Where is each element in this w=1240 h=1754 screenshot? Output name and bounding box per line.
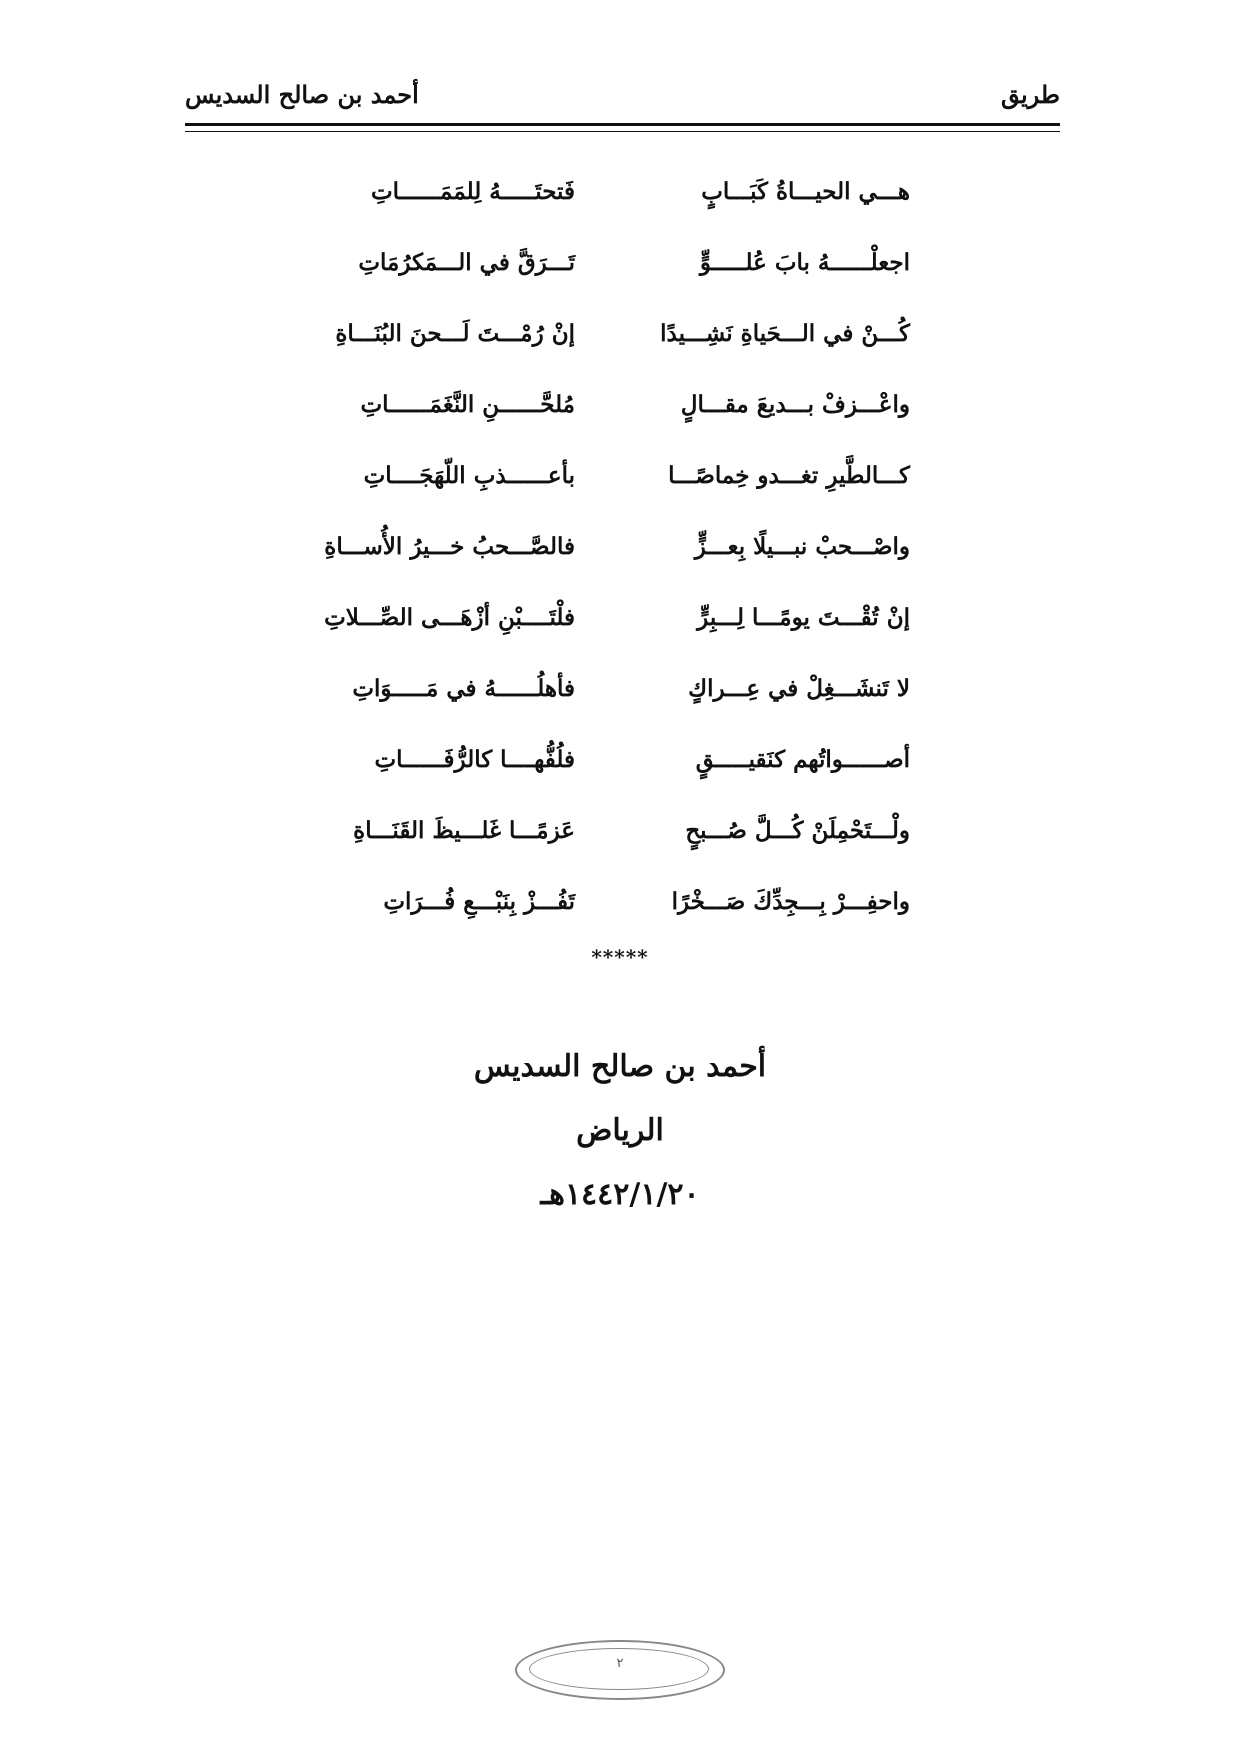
verse-first-hemistich: اجعلْــــــهُ بابَ عُلـــــوٍّ (699, 249, 910, 276)
verse-first-hemistich: كُـــنْ في الـــحَياةِ نَشِـــيدًا (660, 320, 910, 347)
verse-first-hemistich: لا تَنشَـــغِلْ في عِـــراكٍ (688, 675, 910, 702)
verse-second-hemistich: تَـــرَقَّ في الـــمَكرُمَاتِ (358, 249, 575, 276)
verse-first-hemistich: ولْـــتَحْمِلَنْ كُـــلَّ صُـــبحٍ (685, 817, 910, 844)
poem-verse (324, 525, 910, 596)
header-title: طريق (1000, 80, 1060, 109)
verse-second-hemistich: فأهلُــــــهُ في مَـــــوَاتِ (352, 675, 575, 702)
poem-verse (324, 596, 910, 667)
verse-first-hemistich: إنْ تُقْـــتَ يومًـــا لِـــبِرٍّ (697, 604, 910, 631)
page-header (185, 70, 1060, 118)
verse-second-hemistich: عَزمًـــا غَلـــيظَ القَنَـــاةِ (353, 817, 575, 844)
signature-date: ١٤٤٢/١/٢٠هـ (540, 1177, 700, 1212)
poem-verse (330, 880, 910, 951)
header-rule-thick (185, 123, 1060, 126)
verse-second-hemistich: فَتحتَـــــهُ لِلمَمَــــــاتِ (370, 178, 575, 205)
poem (324, 170, 910, 951)
header-author: أحمد بن صالح السديس (185, 80, 419, 109)
poem-verse (330, 738, 910, 809)
poem-verse (330, 312, 910, 383)
verse-second-hemistich: فلْتَــــبْنِ أزْهَـــى الصِّـــلاتِ (324, 604, 575, 631)
signature-block (0, 1035, 1240, 1227)
verse-first-hemistich: أصــــــواتُهم كنَقيـــــقٍ (695, 746, 910, 773)
signature-name: أحمد بن صالح السديس (473, 1049, 767, 1084)
poem-verse (330, 454, 910, 525)
verse-first-hemistich: كـــالطَّيرِ تغـــدو خِماصًـــا (668, 462, 910, 489)
poem-verse (330, 170, 910, 241)
poem-verse (330, 383, 910, 454)
verse-first-hemistich: واعْـــزفْ بـــديعَ مقـــالٍ (680, 391, 910, 418)
verse-second-hemistich: تَفُـــزْ بِنَبْـــعِ فُـــرَاتِ (383, 888, 575, 915)
verse-first-hemistich: واصْـــحبْ نبـــيلًا بِعـــزٍّ (694, 533, 910, 560)
page-number-badge (515, 1640, 725, 1700)
verse-second-hemistich: مُلحَّــــــنِ النَّغَمَــــــاتِ (360, 391, 575, 418)
verse-first-hemistich: واحفِـــرْ بِـــجِدِّكَ صَـــخْرًا (671, 888, 910, 915)
poem-verse (330, 667, 910, 738)
poem-verse (330, 241, 910, 312)
header-rule-thin (185, 131, 1060, 132)
signature-place: الرياض (576, 1113, 664, 1148)
verse-second-hemistich: إنْ رُمْـــتَ لَـــحنَ البُنَـــاةِ (335, 320, 575, 347)
page-number: ٢ (616, 1656, 624, 1671)
verse-second-hemistich: فلُفُّهــــا كالرُّفَــــــاتِ (374, 746, 575, 773)
section-separator: ***** (591, 945, 649, 969)
poem-verse (330, 809, 910, 880)
verse-first-hemistich: هـــي الحيـــاةُ كَبَـــابٍ (701, 178, 910, 205)
verse-second-hemistich: بأعــــــذبِ اللّهَجَــــاتِ (363, 462, 575, 489)
verse-second-hemistich: فالصَّـــحبُ خـــيرُ الأُســـاةِ (324, 533, 575, 560)
